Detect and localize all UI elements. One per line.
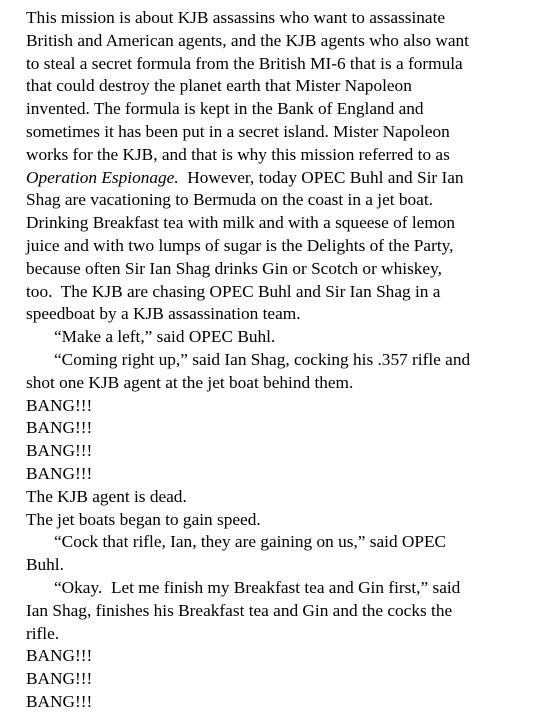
dialogue-line: “Okay. Let me finish my Breakfast tea and Gin first,” said <box>54 577 461 597</box>
text-line: too. The KJB are chasing OPEC Buhl and Sir Ian Shag in a <box>26 281 441 301</box>
dialogue-line: “Make a left,” said OPEC Buhl. <box>54 327 276 347</box>
text-line: shot one KJB agent at the jet boat behind them. <box>26 372 354 392</box>
dialogue-line: “Coming right up,” said Ian Shag, cocking his .357 rifle and <box>54 349 471 369</box>
sound-effect-line: BANG!!! <box>26 441 93 461</box>
text-line <box>26 167 526 190</box>
text-line: Ian Shag, finishes his Breakfast tea and Gin and the cocks the <box>26 600 453 620</box>
sound-effect-line: BANG!!! <box>26 646 93 666</box>
text-line: Drinking Breakfast tea with milk and with a squeese of lemon <box>26 213 456 233</box>
text-line: The jet boats began to gain speed. <box>26 509 261 529</box>
text-line: sometimes it has been put in a secret island. Mister Napoleon <box>26 121 450 141</box>
sound-effect-line: BANG!!! <box>26 669 93 689</box>
dialogue-line: “Cock that rifle, Ian, they are gaining on us,” said OPEC <box>54 532 447 552</box>
text-line: This mission is about KJB assassins who want to assassinate <box>26 8 446 27</box>
sound-effect-line: BANG!!! <box>26 691 93 711</box>
text-line: works for the KJB, and that is why this mission referred to as <box>26 144 450 164</box>
text-line: British and American agents, and the KJB agents who also want <box>26 30 469 50</box>
document-page <box>26 7 526 714</box>
text-line: The KJB agent is dead. <box>26 486 187 506</box>
text-line: because often Sir Ian Shag drinks Gin or Scotch or whiskey, <box>26 258 442 278</box>
sound-effect-line: BANG!!! <box>26 395 93 415</box>
text-line: that could destroy the planet earth that Mister Napoleon <box>26 76 412 96</box>
text-line: Shag are vacationing to Bermuda on the coast in a jet boat. <box>26 190 433 210</box>
sound-effect-line: BANG!!! <box>26 418 93 438</box>
book-title-italic: Operation Espionage. <box>26 167 179 187</box>
sound-effect-line: BANG!!! <box>26 463 93 483</box>
text-line: juice and with two lumps of sugar is the Delights of the Party, <box>26 235 454 255</box>
text-line-suffix: However, today OPEC Buhl and Sir Ian <box>178 167 464 187</box>
text-line: invented. The formula is kept in the Bank of England and <box>26 99 424 119</box>
text-line: speedboat by a KJB assassination team. <box>26 304 301 324</box>
text-line: to steal a secret formula from the British MI-6 that is a formula <box>26 53 463 73</box>
text-line: Buhl. <box>26 555 64 575</box>
text-line: rifle. <box>26 623 60 643</box>
